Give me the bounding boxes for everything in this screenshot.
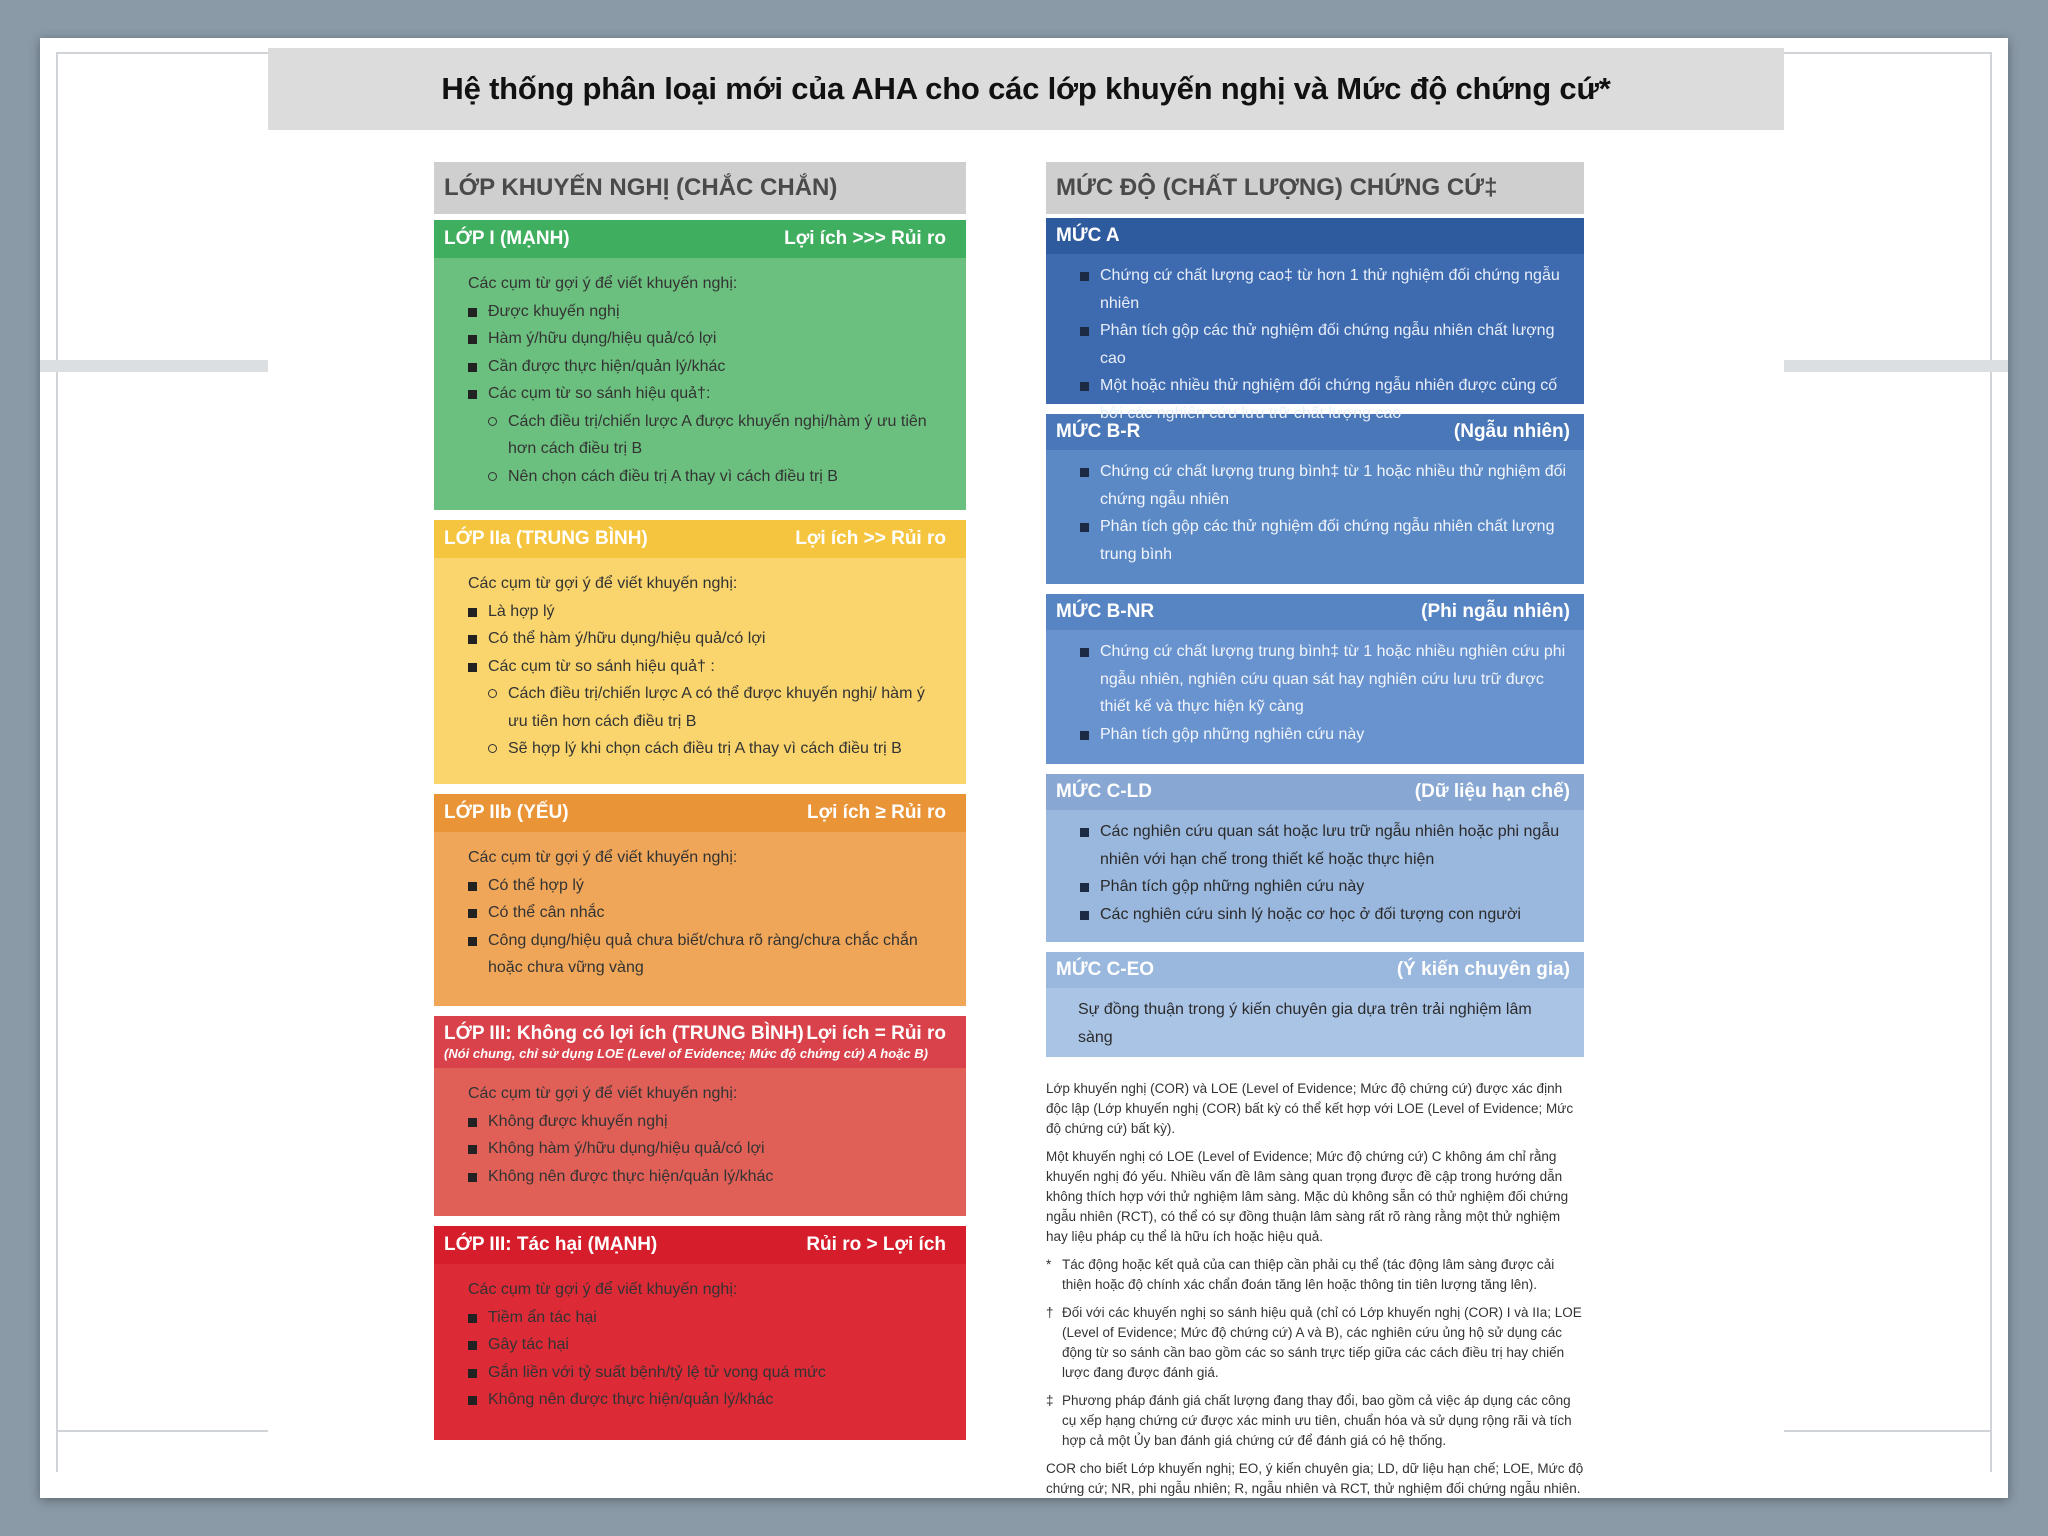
level-tag: (Dữ liệu hạn chế): [1414, 781, 1570, 802]
list-item: Các cụm từ so sánh hiệu quả†:: [468, 380, 946, 408]
list-item: Không hàm ý/hữu dụng/hiệu quả/có lợi: [468, 1135, 946, 1163]
class-name: LỚP IIb (YẾU): [444, 802, 569, 823]
level-body: [1046, 810, 1584, 942]
level-tag: (Ý kiến chuyên gia): [1396, 959, 1570, 980]
footnote-asterisk: [1046, 1255, 1584, 1303]
list-item: Phân tích gộp những nghiên cứu này: [1080, 721, 1568, 749]
level-tag: (Phi ngẫu nhiên): [1421, 601, 1570, 622]
class-benefit: Rủi ro > Lợi ích: [806, 1234, 946, 1255]
level-A-box: [1046, 218, 1584, 422]
list-item: Không được khuyến nghị: [468, 1108, 946, 1136]
level-name: MỨC B-R: [1056, 421, 1141, 442]
list-item: Các nghiên cứu quan sát hoặc lưu trữ ngẫu nhiên hoặc phi ngẫu nhiên với hạn chế trong thiết kế hoặc thực hiện: [1080, 818, 1568, 873]
class-III-no-benefit-box: [434, 1016, 966, 1216]
footnote-dagger: [1046, 1303, 1584, 1391]
class-name: LỚP III: Tác hại (MẠNH): [444, 1234, 658, 1255]
slide-border-right: [1990, 52, 1992, 1472]
level-header: [1046, 952, 1584, 988]
footnote-text: Đối với các khuyến nghị so sánh hiệu quả (chỉ có Lớp khuyến nghị (COR) I và IIa; LOE (Level of Evidence; Mức độ chứng cứ) A và B), các nghiên cứu ủng hộ sử dụng các động từ so sánh cần bao gồm các so sánh trực tiếp giữa các cách điều trị hay chiến lược đang được đánh giá.: [1062, 1305, 1582, 1380]
column-heading: LỚP KHUYẾN NGHỊ (CHẮC CHẮN): [434, 162, 966, 214]
level-name: MỨC A: [1056, 225, 1120, 246]
footnote-text: Phương pháp đánh giá chất lượng đang thay đổi, bao gồm cả việc áp dụng các công cụ xếp hạng chứng cứ được xác minh ưu tiên, chuẩn hóa và sử dụng rộng rãi và tích hợp cả một Ủy ban đánh giá chứng cứ để đánh giá có hệ thống.: [1062, 1393, 1572, 1448]
class-header: [434, 1016, 966, 1068]
list-item: Tiềm ẩn tác hại: [468, 1304, 946, 1332]
list-item: Chứng cứ chất lượng trung bình‡ từ 1 hoặc nhiều thử nghiệm đối chứng ngẫu nhiên: [1080, 458, 1568, 513]
class-benefit: Lợi ích ≥ Rủi ro: [807, 802, 946, 823]
intro-text: Các cụm từ gợi ý để viết khuyến nghị:: [468, 575, 738, 592]
list-item: Gây tác hại: [468, 1331, 946, 1359]
intro-text: Các cụm từ gợi ý để viết khuyến nghị:: [468, 1281, 738, 1298]
list-item: Có thể hàm ý/hữu dụng/hiệu quả/có lợi: [468, 625, 946, 653]
list-item: Là hợp lý: [468, 598, 946, 626]
level-header: [1046, 594, 1584, 630]
list-item: Có thể cân nhắc: [468, 899, 946, 927]
level-of-evidence-column: [1046, 162, 1584, 1507]
class-body: [434, 258, 966, 510]
level-body: [1046, 254, 1584, 422]
level-BR-box: [1046, 414, 1584, 584]
intro-text: Các cụm từ gợi ý để viết khuyến nghị:: [468, 1085, 738, 1102]
class-body: [434, 558, 966, 784]
class-benefit: Lợi ích = Rủi ro: [806, 1023, 946, 1044]
sub-list-item: Cách điều trị/chiến lược A được khuyến nghị/hàm ý ưu tiên hơn cách điều trị B: [488, 408, 946, 463]
class-name: LỚP IIa (TRUNG BÌNH): [444, 528, 648, 549]
sub-list-item: Cách điều trị/chiến lược A có thể được khuyến nghị/ hàm ý ưu tiên hơn cách điều trị B: [488, 680, 946, 735]
level-CEO-box: [1046, 952, 1584, 1057]
intro-text: Các cụm từ gợi ý để viết khuyến nghị:: [468, 275, 738, 292]
level-CLD-box: [1046, 774, 1584, 942]
note-paragraph: Lớp khuyến nghị (COR) và LOE (Level of Evidence; Mức độ chứng cứ) được xác định độc lập (Lớp khuyến nghị (COR) bất kỳ có thể kết hợp với LOE (Level of Evidence; Mức độ chứng cứ) bất kỳ).: [1046, 1081, 1574, 1136]
footnote-mark: †: [1046, 1305, 1054, 1320]
class-body: [434, 832, 966, 1006]
list-item: Các nghiên cứu sinh lý hoặc cơ học ở đối tượng con người: [1080, 901, 1568, 929]
class-header: [434, 220, 966, 258]
sub-list-item: Nên chọn cách điều trị A thay vì cách điều trị B: [488, 463, 946, 491]
level-body: [1046, 450, 1584, 584]
level-header: [1046, 218, 1584, 254]
page-title: Hệ thống phân loại mới của AHA cho các lớp khuyến nghị và Mức độ chứng cứ*: [441, 71, 1611, 106]
abbreviations-paragraph: COR cho biết Lớp khuyến nghị; EO, ý kiến chuyên gia; LD, dữ liệu hạn chế; LOE, Mức độ chứng cứ; NR, phi ngẫu nhiên; R, ngẫu nhiên và RCT, thử nghiệm đối chứng ngẫu nhiên.: [1046, 1461, 1584, 1496]
sub-list-item: Sẽ hợp lý khi chọn cách điều trị A thay vì cách điều trị B: [488, 735, 946, 763]
class-body: [434, 1068, 966, 1216]
class-name: LỚP III: Không có lợi ích (TRUNG BÌNH): [444, 1023, 804, 1044]
list-item: Không nên được thực hiện/quản lý/khác: [468, 1386, 946, 1414]
list-item: Các cụm từ so sánh hiệu quả† :: [468, 653, 946, 681]
level-text: Sự đồng thuận trong ý kiến chuyên gia dựa trên trải nghiệm lâm sàng: [1078, 1001, 1532, 1046]
level-header: [1046, 774, 1584, 810]
list-item: Được khuyến nghị: [468, 298, 946, 326]
level-tag: (Ngẫu nhiên): [1453, 421, 1570, 442]
class-name: LỚP I (MẠNH): [444, 228, 570, 249]
level-BNR-box: [1046, 594, 1584, 764]
class-of-recommendation-column: [434, 162, 966, 1440]
footnote-mark: ‡: [1046, 1393, 1054, 1408]
class-III-harm-box: [434, 1226, 966, 1440]
level-name: MỨC C-EO: [1056, 959, 1155, 980]
class-benefit: Lợi ích >>> Rủi ro: [784, 228, 946, 249]
intro-text: Các cụm từ gợi ý để viết khuyến nghị:: [468, 849, 738, 866]
list-item: Chứng cứ chất lượng trung bình‡ từ 1 hoặc nhiều nghiên cứu phi ngẫu nhiên, nghiên cứu quan sát hay nghiên cứu lưu trữ được thiết kế và thực hiện kỹ càng: [1080, 638, 1568, 721]
column-heading: MỨC ĐỘ (CHẤT LƯỢNG) CHỨNG CỨ‡: [1046, 162, 1584, 214]
class-header: [434, 794, 966, 832]
list-item: Phân tích gộp các thử nghiệm đối chứng ngẫu nhiên chất lượng cao: [1080, 317, 1568, 372]
class-benefit: Lợi ích >> Rủi ro: [795, 528, 946, 549]
list-item: Gắn liền với tỷ suất bệnh/tỷ lệ tử vong quá mức: [468, 1359, 946, 1387]
level-body: [1046, 988, 1584, 1057]
list-item: Phân tích gộp các thử nghiệm đối chứng ngẫu nhiên chất lượng trung bình: [1080, 513, 1568, 568]
level-body: [1046, 630, 1584, 764]
footnote-double-dagger: [1046, 1391, 1584, 1459]
footnotes: [1046, 1079, 1584, 1499]
slide-border-left: [56, 52, 58, 1472]
list-item: Một hoặc nhiều thử nghiệm đối chứng ngẫu nhiên được củng cố bởi các nghiên cứu lưu trữ chất lượng cao: [1080, 372, 1568, 427]
list-item: Chứng cứ chất lượng cao‡ từ hơn 1 thử nghiệm đối chứng ngẫu nhiên: [1080, 262, 1568, 317]
class-IIb-box: [434, 794, 966, 1006]
list-item: Hàm ý/hữu dụng/hiệu quả/có lợi: [468, 325, 946, 353]
level-name: MỨC B-NR: [1056, 601, 1155, 622]
class-body: [434, 1264, 966, 1440]
footnote-text: Tác động hoặc kết quả của can thiệp cần phải cụ thể (tác động lâm sàng được cải thiện hoặc độ chính xác chẩn đoán tăng lên hoặc thông tin tiên lượng tăng lên).: [1062, 1257, 1555, 1292]
list-item: Phân tích gộp những nghiên cứu này: [1080, 873, 1568, 901]
list-item: Không nên được thực hiện/quản lý/khác: [468, 1163, 946, 1191]
class-I-box: [434, 220, 966, 510]
level-name: MỨC C-LD: [1056, 781, 1152, 802]
title-bar: [268, 48, 1784, 130]
class-header: [434, 1226, 966, 1264]
footnote-mark: *: [1046, 1257, 1052, 1272]
list-item: Cần được thực hiện/quản lý/khác: [468, 353, 946, 381]
note-paragraph: Một khuyến nghị có LOE (Level of Evidence; Mức độ chứng cứ) C không ám chỉ rằng khuyến nghị đó yếu. Nhiều vấn đề lâm sàng quan trọng được đề cập trong hướng dẫn không thích hợp với thử nghiệm lâm sàng. Mặc dù không sẵn có thử nghiệm đối chứng ngẫu nhiên (RCT), có thể có sự đồng thuận lâm sàng rất rõ ràng rằng một thử nghiệm hay liệu pháp cụ thể là hữu ích hoặc hiệu quả.: [1046, 1149, 1569, 1244]
document-page: [268, 48, 1784, 1496]
class-note: (Nói chung, chỉ sử dụng LOE (Level of Evidence; Mức độ chứng cứ) A hoặc B): [444, 1046, 928, 1061]
class-IIa-box: [434, 520, 966, 784]
list-item: Công dụng/hiệu quả chưa biết/chưa rõ ràng/chưa chắc chắn hoặc chưa vững vàng: [468, 927, 946, 982]
class-header: [434, 520, 966, 558]
list-item: Có thể hợp lý: [468, 872, 946, 900]
